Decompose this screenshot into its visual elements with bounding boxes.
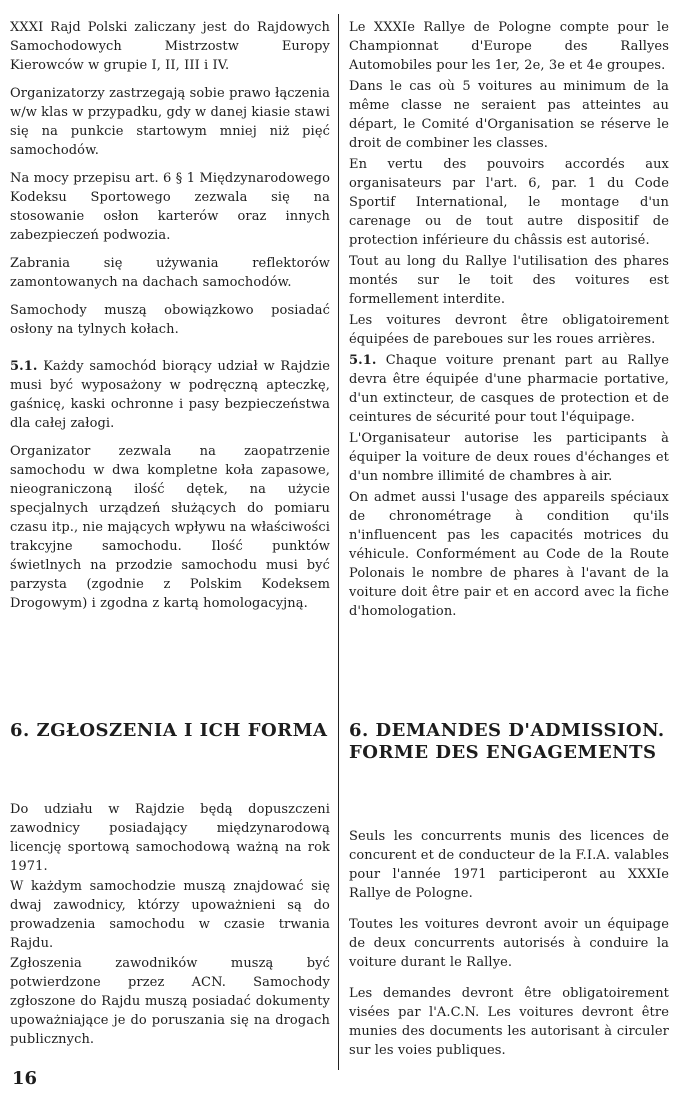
paragraph: Les demandes devront être obligatoirement visées par l'A.C.N. Les voitures devront être munies des documents les autorisant à circuler sur les voies publiques. (349, 986, 669, 1058)
paragraph: Na mocy przepisu art. 6 § 1 Międzynarodowego Kodeksu Sportowego zezwala się na stosowanie osłon karterów oraz innych zabezpieczeń podwozia. (10, 171, 330, 243)
paragraph: Samochody muszą obowiązkowo posiadać osłony na tylnych kołach. (10, 303, 330, 337)
section-number: 5.1. (10, 359, 38, 374)
section-5-1-paragraph (349, 351, 669, 427)
section-text: Chaque voiture prenant part au Rallye devra être équipée d'une pharmacie portative, d'un extincteur, de casques de protection et de ceintures de sécurité pour tout l'équipage. (349, 353, 669, 425)
section-number: 5.1. (349, 353, 377, 368)
section-heading-french: 6. DEMANDES D'ADMISSION. FORME DES ENGAGEMENTS (349, 720, 665, 763)
polish-column-lower (10, 800, 330, 1058)
paragraph: Organizatorzy zastrzegają sobie prawo łączenia w/w klas w przypadku, gdy w danej kiasie stawi się na punkcie startowym mniej niż pięć samochodów. (10, 86, 330, 158)
paragraph: Do udziału w Rajdzie będą dopuszczeni zawodnicy posiadający międzynarodową licencję sportową samochodową ważną na rok 1971. (10, 802, 330, 874)
paragraph: Tout au long du Rallye l'utilisation des phares montés sur le toit des voitures est formellement interdite. (349, 254, 669, 307)
paragraph: Le XXXIe Rallye de Pologne compte pour le Championnat d'Europe des Rallyes Automobiles pour les 1er, 2e, 3e et 4e groupes. (349, 20, 669, 73)
column-divider (338, 14, 339, 1070)
french-column-upper (349, 18, 669, 630)
section-5-1-paragraph (10, 357, 330, 433)
paragraph: L'Organisateur autorise les participants à équiper la voiture de deux roues d'échanges et d'un nombre illimité de chambres à air. (349, 431, 669, 484)
paragraph: W każdym samochodzie muszą znajdować się dwaj zawodnicy, którzy upoważnieni są do prowadzenia samochodu w czasie trwania Rajdu. (10, 879, 330, 951)
paragraph: Zgłoszenia zawodników muszą być potwierdzone przez ACN. Samochody zgłoszone do Rajdu muszą posiadać dokumenty upoważniające je do poruszania się na drogach publicznych. (10, 956, 330, 1047)
paragraph: Dans le cas où 5 voitures au minimum de la même classe ne seraient pas atteintes au départ, le Comité d'Organisation se réserve le droit de combiner les classes. (349, 79, 669, 151)
paragraph: En vertu des pouvoirs accordés aux organisateurs par l'art. 6, par. 1 du Code Sportif International, le montage d'un carenage ou de tout autre dispositif de protection inférieure du châssis est autorisé. (349, 157, 669, 248)
page-number: 16 (12, 1068, 38, 1089)
section-text: Każdy samochód biorący udział w Rajdzie musi być wyposażony w podręczną apteczkę, gaśnicę, kaski ochronne i pasy bezpieczeństwa dla całej załogi. (10, 359, 330, 431)
paragraph: XXXI Rajd Polski zaliczany jest do Rajdowych Samochodowych Mistrzostw Europy Kierowców w grupie I, II, III i IV. (10, 20, 330, 73)
polish-column-upper (10, 18, 330, 622)
section-heading-polish: 6. ZGŁOSZENIA I ICH FORMA (10, 720, 328, 741)
paragraph: Toutes les voitures devront avoir un équipage de deux concurrents autorisés à conduire la voiture durant le Rallye. (349, 917, 669, 970)
paragraph: On admet aussi l'usage des appareils spéciaux de chronométrage à condition qu'ils n'influencent pas les capacités motrices du véhicule. Conformément au Code de la Route Polonais le nombre de phares à l'avant de la voiture doit être pair et en accord avec la fiche d'homologation. (349, 490, 669, 619)
paragraph: Organizator zezwala na zaopatrzenie samochodu w dwa kompletne koła zapasowe, nieograniczoną ilość dętek, na użycie specjalnych urządzeń służących do pomiaru czasu itp., nie mających wpływu na właściwości trakcyjne samochodu. Ilość punktów świetlnych na przodzie samochodu musi być parzysta (zgodnie z Polskim Kodeksem Drogowym) i zgodna z kartą homologacyjną. (10, 444, 330, 611)
paragraph: Les voitures devront être obligatoirement équipées de pareboues sur les roues arrières. (349, 313, 669, 347)
paragraph: Zabrania się używania reflektorów zamontowanych na dachach samochodów. (10, 256, 330, 290)
paragraph: Seuls les concurrents munis des licences de concurent et de conducteur de la F.I.A. valables pour l'année 1971 participeront au XXXIe Rallye de Pologne. (349, 829, 669, 901)
french-column-lower (349, 827, 669, 1069)
